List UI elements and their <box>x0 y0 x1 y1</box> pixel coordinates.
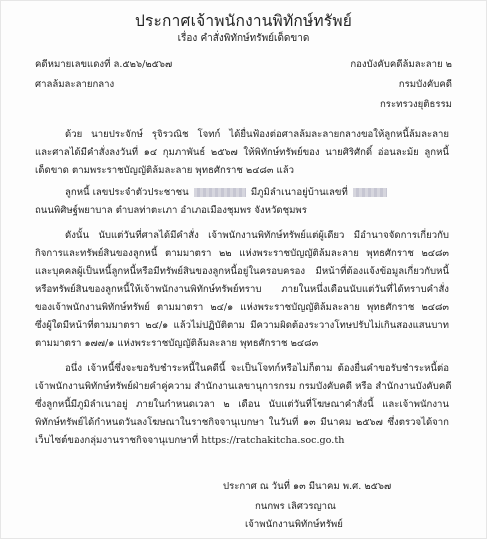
division-name: กองบังคับคดีล้มละลาย ๒ <box>350 59 452 70</box>
paragraph-3-line: ของเจ้าพนักงานพิทักษ์ทรัพย์ ตามมาตรา ๒๔/๑ แห่งพระราชบัญญัติล้มละลาย พุทธศักราช ๒๔๘๓ <box>35 302 449 313</box>
redacted-house-number <box>353 188 387 197</box>
debtor-address-label: มีภูมิลำเนาอยู่บ้านเลขที่ <box>250 187 348 198</box>
paragraph-4-line: เว็บไซต์ของกลุ่มงานราชกิจจานุเบกษาที่ https://ratchakitcha.soc.go.th <box>35 435 345 446</box>
signatory-position: เจ้าพนักงานพิทักษ์ทรัพย์ <box>245 519 343 530</box>
paragraph-3-line: ซึ่งผู้ใดมีหน้าที่ตามมาตรา ๒๔/๑ แล้วไม่ปฏิบัติตาม มีความผิดต้องระวางโทษปรับไม่เกินสองแสนบาท <box>35 320 449 331</box>
paragraph-1-line: และศาลได้มีคำสั่งลงวันที่ ๑๔ กุมภาพันธ์ ๒๕๖๗ ให้พิทักษ์ทรัพย์ของ นายศิริศักดิ์ อ่อนละม้ย ลูกหนี้ <box>35 147 449 158</box>
department-name: กรมบังคับคดี <box>398 79 452 90</box>
ministry-name: กระทรวงยุติธรรม <box>380 99 452 110</box>
paragraph-3-line: ดังนั้น นับแต่วันที่ศาลได้มีคำสั่ง เจ้าพนักงานพิทักษ์ทรัพย์แต่ผู้เดียว มีอำนาจจัดการเกี่ยวกับ <box>65 230 449 241</box>
paragraph-3-line: กิจการและทรัพย์สินของลูกหนี้ ตามมาตรา ๒๒ แห่งพระราชบัญญัติล้มละลาย พุทธศักราช ๒๔๘๓ <box>35 248 449 259</box>
court-name: ศาลล้มละลายกลาง <box>35 79 115 90</box>
paragraph-4-line: ซึ่งลูกหนี้มีภูมิลำเนาอยู่ ภายในกำหนดเวลา ๒ เดือน นับแต่วันที่โฆษณาคำสั่งนี้ และเจ้าพนักงาน <box>35 399 449 410</box>
paragraph-3-line: ตามมาตรา ๑๗๗/๑ แห่งพระราชบัญญัติล้มละลาย พุทธศักราช ๒๔๘๓ <box>35 338 319 349</box>
document-subject <box>1 31 486 46</box>
paragraph-3-line: หรือทรัพย์สินของลูกหนี้ให้เจ้าพนักงานพิทักษ์ทรัพย์ทราบ ภายในหนึ่งเดือนนับแต่วันที่ได้ทราบคำสั่ง <box>35 284 449 295</box>
announcement-date: ประกาศ ณ วันที่ ๑๓ มีนาคม พ.ศ. ๒๕๖๗ <box>223 481 392 492</box>
paragraph-4-line: พิทักษ์ทรัพย์ได้กำหนดวันลงโฆษณาในราชกิจจานุเบกษา ในวันที่ ๑๓ มีนาคม ๒๕๖๗ ซึ่งตรวจได้จาก <box>35 417 449 428</box>
redacted-id <box>194 188 246 197</box>
paragraph-1-line: ด้วย นายประจักษ์ รุจิรวณิช โจทก์ ได้ยื่นฟ้องต่อศาลล้มละลายกลางขอให้ลูกหนี้ล้มละลาย <box>65 129 449 140</box>
document-title: ประกาศเจ้าพนักงานพิทักษ์ทรัพย์ <box>134 12 353 30</box>
paragraph-2-line: ถนนพิศิษฐ์พยาบาล ตำบลท่าตะเภา อำเภอเมืองชุมพร จังหวัดชุมพร <box>35 205 307 216</box>
paragraph-4-line: เจ้าพนักงานพิทักษ์ทรัพย์ฝ่ายคำคู่ความ สำนักงานเลขานุการกรม กรมบังคับคดี หรือ สำนักงานบังคับคดี <box>35 381 452 392</box>
paragraph-4-line: อนึ่ง เจ้าหนี้ซึ่งจะขอรับชำระหนี้ในคดีนี้ จะเป็นโจทก์หรือไม่ก็ตาม ต้องยื่นคำขอรับชำระหนี้ต่อ <box>65 363 449 374</box>
subject-text: คำสั่งพิทักษ์ทรัพย์เด็ดขาด <box>200 33 310 44</box>
subject-label: เรื่อง <box>177 33 198 44</box>
signatory-name: กนกพร เลิศวรญาณ <box>255 501 336 512</box>
paragraph-2-line <box>65 187 389 199</box>
debtor-id-label: ลูกหนี้ เลขประจำตัวประชาชน <box>65 187 189 198</box>
case-number: คดีหมายเลขแดงที่ ล.๕๒๖/๒๕๖๗ <box>35 59 173 70</box>
paragraph-1-line: เด็ดขาด ตามพระราชบัญญัติล้มละลาย พุทธศักราช ๒๔๘๓ แล้ว <box>35 165 294 176</box>
paragraph-3-line: และบุคคลผู้เป็นหนี้ลูกหนี้หรือมีทรัพย์สินของลูกหนี้อยู่ในครอบครอง มีหน้าที่ต้องแจ้งข้อมูลเกี่ยวกับหนี้ <box>35 266 449 277</box>
